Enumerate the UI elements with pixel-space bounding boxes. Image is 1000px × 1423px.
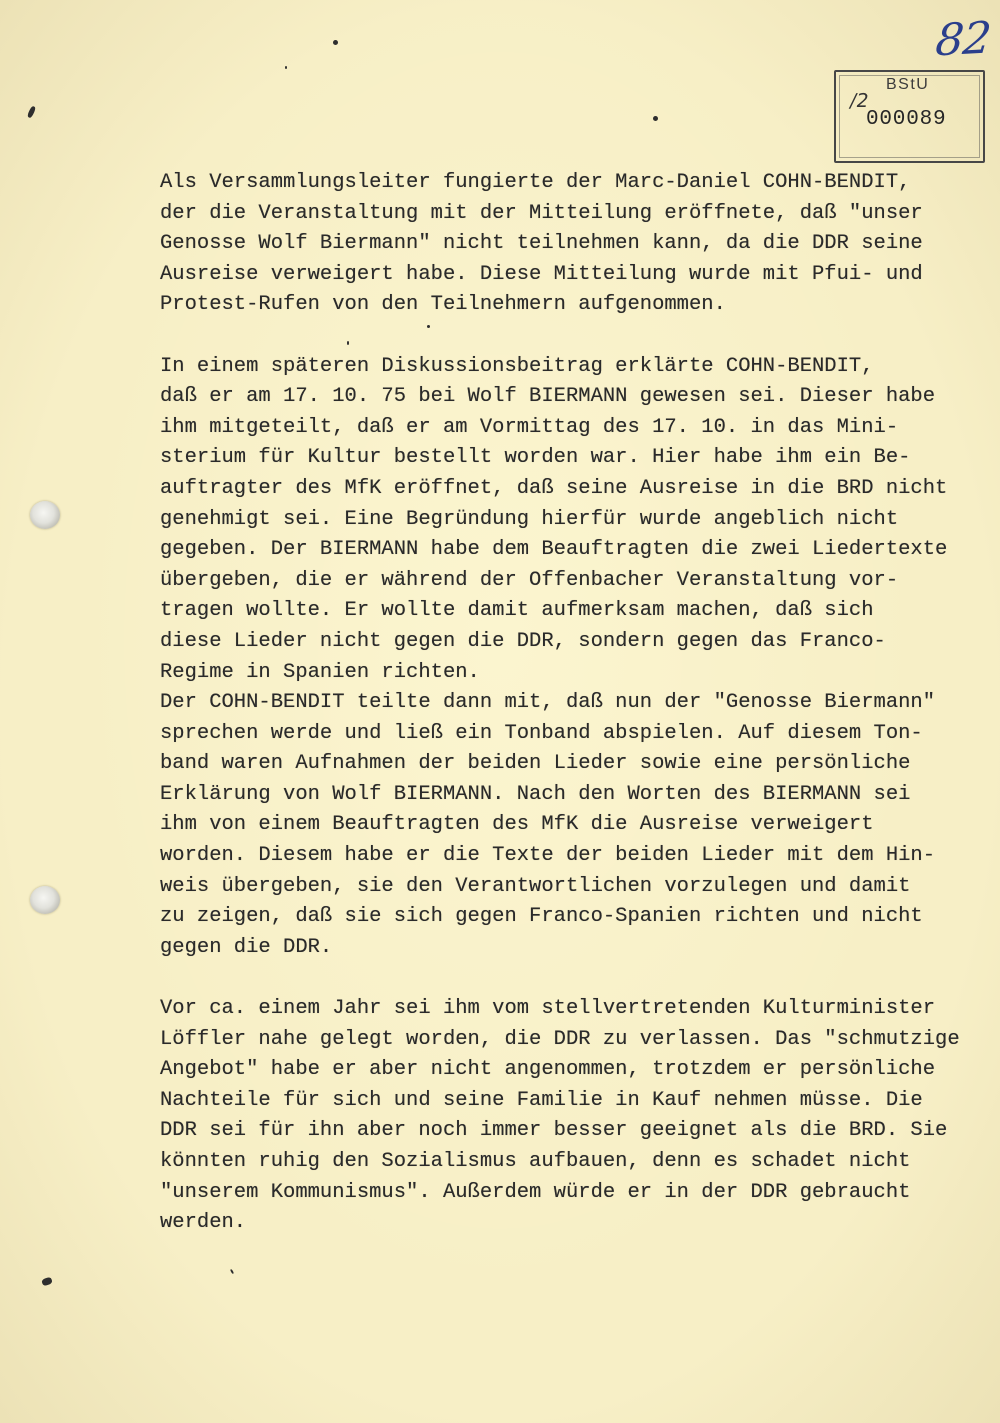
text-line: sprechen werde und ließ ein Tonband abspielen. Auf diesem Ton-	[160, 721, 923, 745]
ink-speck	[285, 66, 287, 69]
text-line: Löffler nahe gelegt worden, die DDR zu verlassen. Das "schmutzige	[160, 1027, 960, 1051]
text-line: zu zeigen, daß sie sich gegen Franco-Spanien richten und nicht	[160, 905, 923, 929]
text-line: diese Lieder nicht gegen die DDR, sondern gegen das Franco-	[160, 629, 886, 653]
text-line: In einem späteren Diskussionsbeitrag erklärte COHN-BENDIT,	[160, 354, 874, 378]
text-line: genehmigt sei. Eine Begründung hierfür wurde angeblich nicht	[160, 507, 899, 531]
text-line: Ausreise verweigert habe. Diese Mitteilung wurde mit Pfui- und	[160, 262, 923, 286]
paragraph	[160, 168, 990, 321]
text-line: Regime in Spanien richten.	[160, 660, 480, 684]
ink-speck	[27, 106, 37, 119]
text-line: der die Veranstaltung mit der Mitteilung eröffnete, daß "unser	[160, 201, 923, 225]
text-line: Als Versammlungsleiter fungierte der Marc-Daniel COHN-BENDIT,	[160, 171, 911, 194]
text-line: Genosse Wolf Biermann" nicht teilnehmen kann, da die DDR seine	[160, 232, 923, 256]
text-line: Protest-Rufen von den Teilnehmern aufgenommen.	[160, 293, 726, 317]
text-line: könnten ruhig den Sozialismus aufbauen, denn es schadet nicht	[160, 1150, 911, 1173]
ink-speck	[41, 1277, 53, 1287]
text-line: Der COHN-BENDIT teilte dann mit, daß nun der "Genosse Biermann"	[160, 691, 936, 715]
paragraph	[160, 994, 990, 1239]
punch-hole-lower	[30, 886, 60, 914]
punch-hole-upper	[30, 501, 60, 529]
text-line: Nachteile für sich und seine Familie in Kauf nehmen müsse. Die	[160, 1088, 923, 1112]
text-line: band waren Aufnahmen der beiden Lieder sowie eine persönliche	[160, 752, 911, 776]
text-line: werden.	[160, 1211, 247, 1235]
text-line: übergeben, die er während der Offenbacher Veranstaltung vor-	[160, 568, 899, 592]
text-line: DDR sei für ihn aber noch immer besser geeignet als die BRD. Sie	[160, 1119, 948, 1143]
text-line: "unserem Kommunismus". Außerdem würde er in der DDR gebraucht	[160, 1180, 911, 1204]
text-line: gegen die DDR.	[160, 935, 333, 959]
stamp-volume-number: /2	[848, 90, 871, 112]
stamp-page-number: 000089	[866, 108, 947, 131]
text-line: Erklärung von Wolf BIERMANN. Nach den Worten des BIERMANN sei	[160, 782, 911, 806]
text-line: worden. Diesem habe er die Texte der beiden Lieder mit dem Hin-	[160, 844, 936, 868]
text-line: Vor ca. einem Jahr sei ihm vom stellvertretenden Kulturminister	[160, 997, 936, 1021]
archive-stamp	[834, 70, 985, 163]
text-line: ihm mitgeteilt, daß er am Vormittag des 17. 10. in das Mini-	[160, 415, 899, 439]
text-line: tragen wollte. Er wollte damit aufmerksam machen, daß sich	[160, 599, 874, 623]
folio-number: 82	[933, 12, 993, 67]
ink-speck	[653, 116, 658, 121]
text-line: gegeben. Der BIERMANN habe dem Beauftragten die zwei Liedertexte	[160, 538, 948, 562]
stamp-agency-label: BStU	[886, 76, 930, 93]
text-line: Angebot" habe er aber nicht angenommen, trotzdem er persönliche	[160, 1058, 936, 1082]
text-line: ihm von einem Beauftragten des MfK die Ausreise verweigert	[160, 813, 874, 837]
ink-speck	[230, 1269, 234, 1274]
text-line: daß er am 17. 10. 75 bei Wolf BIERMANN gewesen sei. Dieser habe	[160, 385, 936, 409]
text-line: auftragter des MfK eröffnet, daß seine Ausreise in die BRD nicht	[160, 476, 948, 500]
text-line: weis übergeben, sie den Verantwortlichen vorzulegen und damit	[160, 874, 911, 898]
paragraph	[160, 352, 990, 964]
text-line: sterium für Kultur bestellt worden war. Hier habe ihm ein Be-	[160, 446, 911, 470]
ink-speck	[333, 40, 338, 45]
document-body	[160, 168, 990, 1269]
